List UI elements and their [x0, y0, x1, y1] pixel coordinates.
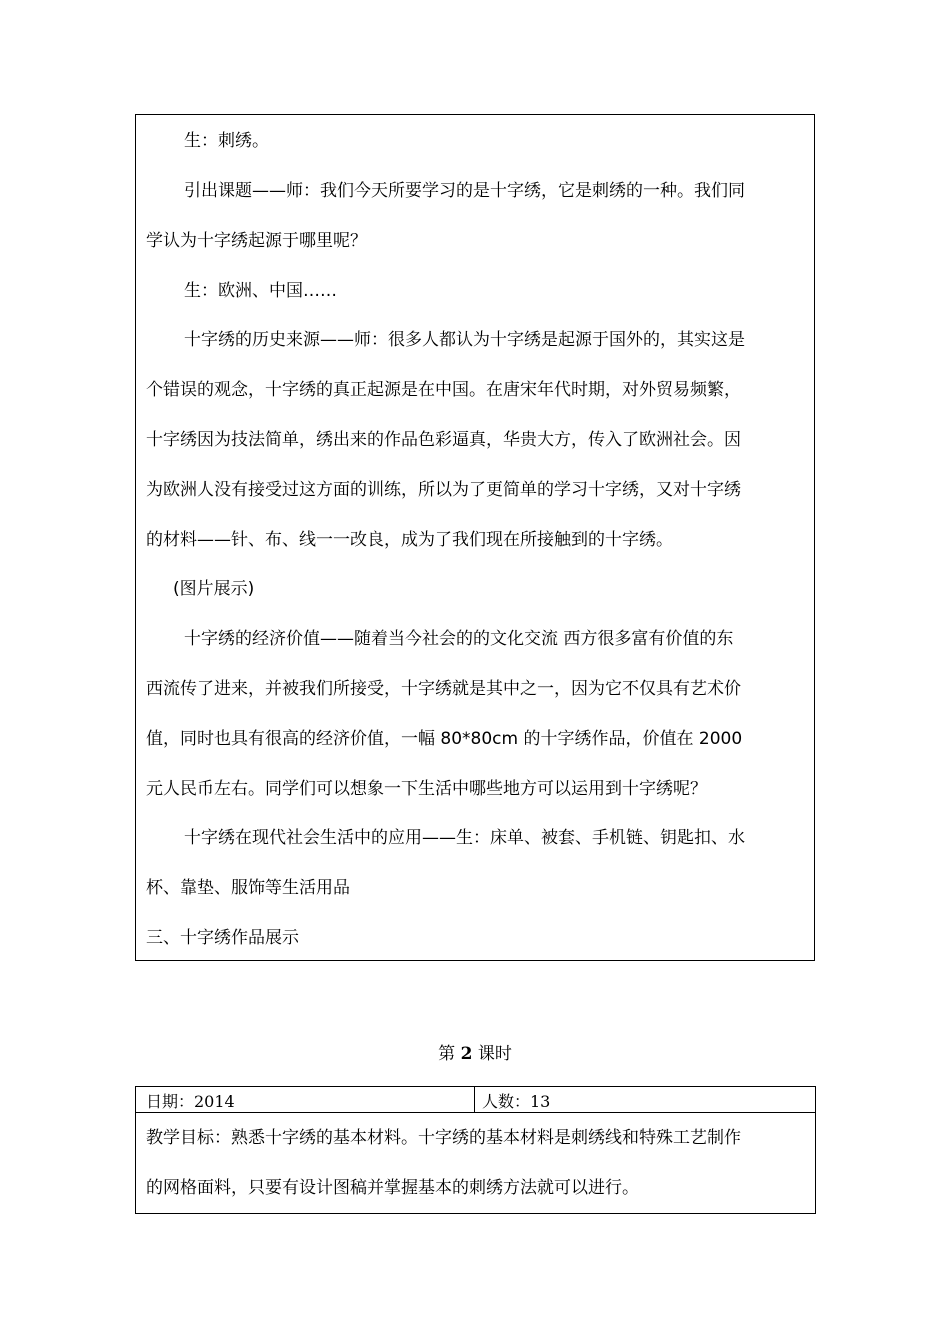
text-line: 引出课题——师：我们今天所要学习的是十字绣，它是刺绣的一种。我们同 — [184, 181, 745, 201]
text-line: 生：欧洲、中国…… — [184, 281, 337, 301]
text-line: 十字绣的历史来源——师：很多人都认为十字绣是起源于国外的，其实这是 — [184, 330, 745, 350]
cell-divider — [474, 1087, 475, 1112]
text-line: 为欧洲人没有接受过这方面的训练，所以为了更简单的学习十字绣，又对十字绣 — [146, 480, 741, 500]
text-line: 杯、靠垫、服饰等生活用品 — [146, 878, 350, 898]
text-line: 的材料——针、布、线一一改良，成为了我们现在所接触到的十字绣。 — [146, 530, 673, 550]
text-line: 十字绣因为技法简单，绣出来的作品色彩逼真，华贵大方，传入了欧洲社会。因 — [146, 430, 741, 450]
teaching-goal-line: 的网格面料，只要有设计图稿并掌握基本的刺绣方法就可以进行。 — [146, 1178, 639, 1198]
info-row — [136, 1087, 815, 1113]
text-line: 西流传了进来，并被我们所接受，十字绣就是其中之一，因为它不仅具有艺术价 — [146, 679, 741, 699]
date-cell: 日期：2014 — [146, 1092, 235, 1111]
session-suffix: 课时 — [477, 1044, 512, 1064]
text-line: 十字绣的经济价值——随着当今社会的的文化交流 西方很多富有价值的东 — [184, 629, 734, 649]
info-table — [135, 1086, 816, 1214]
lesson-content-box — [135, 114, 815, 961]
session-title — [0, 1039, 950, 1064]
text-line: 十字绣在现代社会生活中的应用——生：床单、被套、手机链、钥匙扣、水 — [184, 828, 745, 848]
text-line: 值，同时也具有很高的经济价值，一幅 80*80cm 的十字绣作品，价值在 2000 — [146, 729, 743, 749]
session-prefix: 第 — [438, 1044, 456, 1064]
text-line: 学认为十字绣起源于哪里呢？ — [146, 231, 367, 251]
text-line: 生：刺绣。 — [184, 131, 269, 151]
text-line: 元人民币左右。同学们可以想象一下生活中哪些地方可以运用到十字绣呢？ — [146, 779, 707, 799]
text-line: 个错误的观念，十字绣的真正起源是在中国。在唐宋年代时期，对外贸易频繁， — [146, 380, 741, 400]
text-line: (图片展示) — [173, 579, 255, 599]
student-count-cell: 人数：13 — [482, 1092, 551, 1111]
section-heading: 三、十字绣作品展示 — [146, 928, 299, 948]
teaching-goal-line: 教学目标：熟悉十字绣的基本材料。十字绣的基本材料是刺绣线和特殊工艺制作 — [146, 1128, 741, 1148]
session-number: 2 — [460, 1044, 473, 1064]
